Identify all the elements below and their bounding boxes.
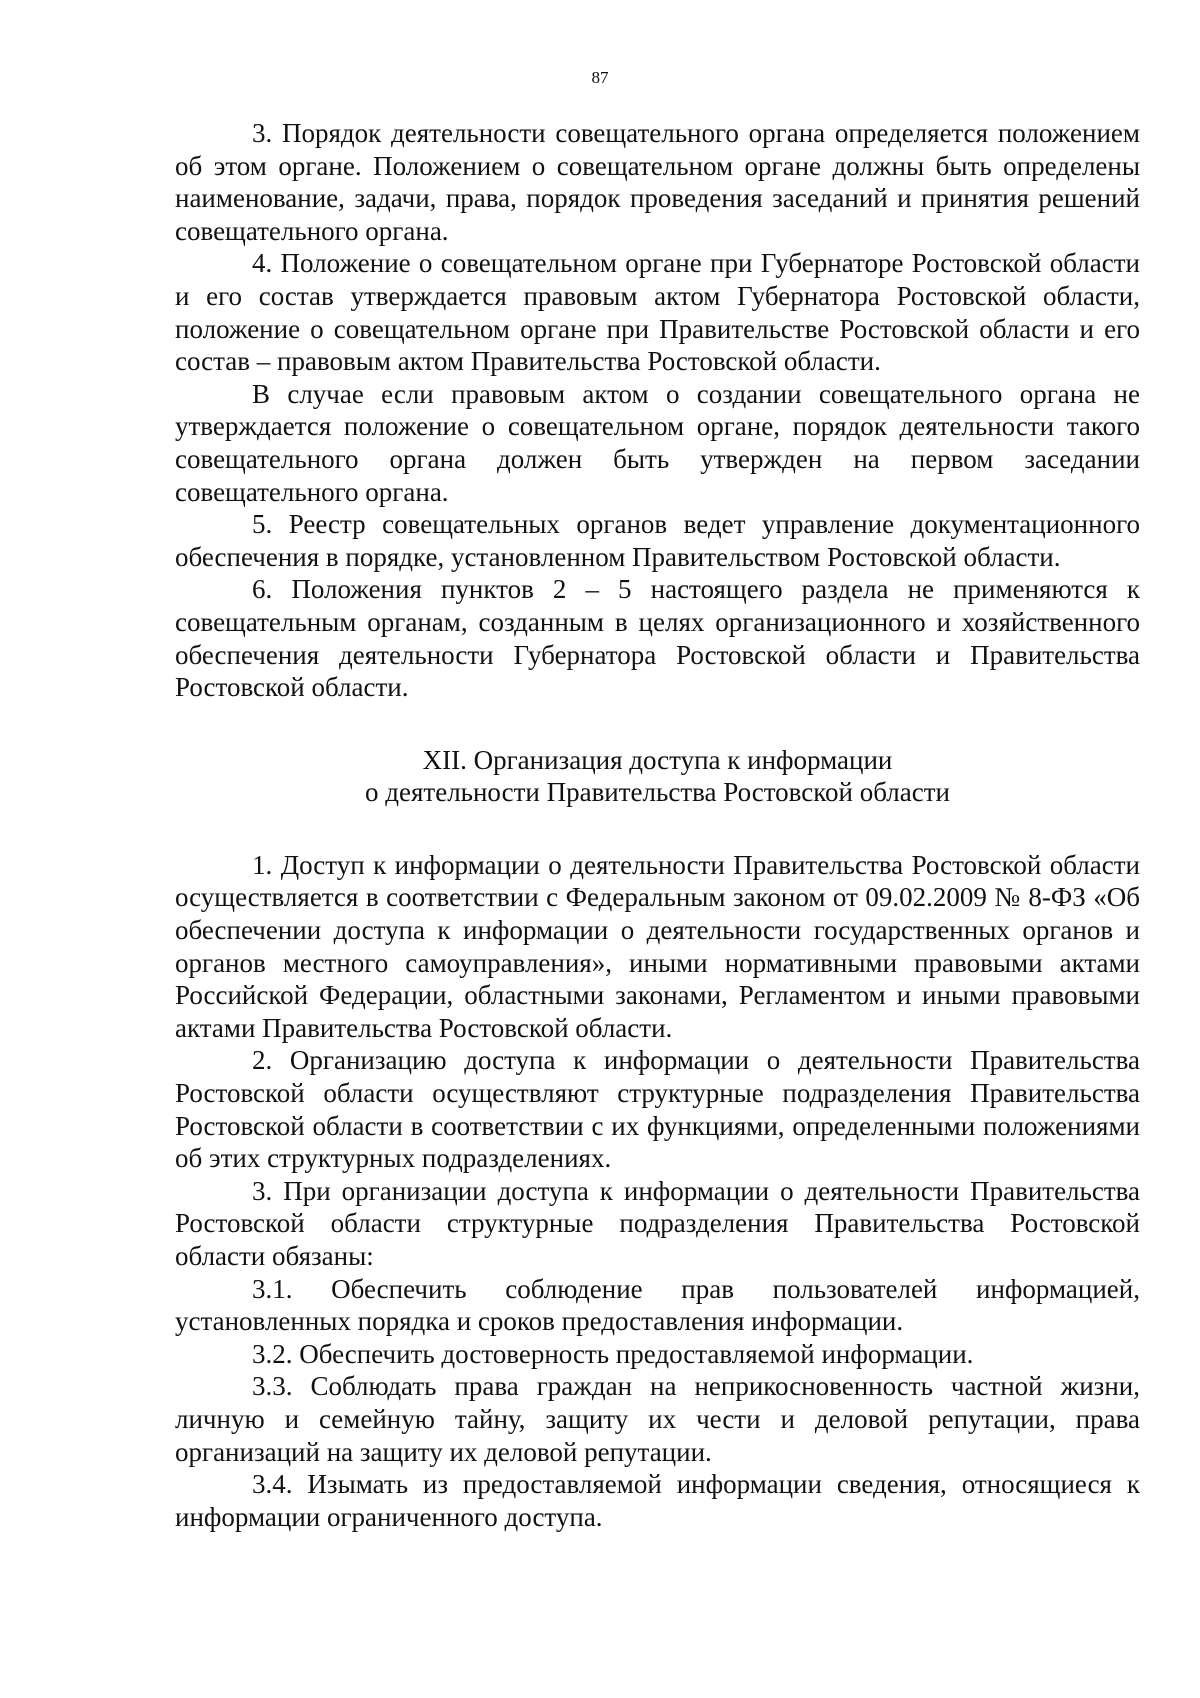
paragraph-2-access-organization: 2. Организацию доступа к информации о деятельности Правительства Ростовской области осуществляют структурные подразделения Правительства Ростовской области в соответствии с их функциями, определенными положениями об этих структурных подразделениях.: [175, 1045, 1140, 1174]
paragraph-unapproved-regulation-case: В случае если правовым актом о создании совещательного органа не утверждается положение о совещательном органе, порядок деятельности такого совещательного органа должен быть утвержден на первом заседании совещательного органа.: [175, 378, 1140, 507]
document-body: [175, 117, 1140, 1533]
paragraph-3-3-privacy: 3.3. Соблюдать права граждан на неприкосновенность частной жизни, личную и семейную тайну, защиту их чести и деловой репутации, права организаций на защиту их деловой репутации.: [175, 1371, 1140, 1467]
paragraph-3-1-user-rights: 3.1. Обеспечить соблюдение прав пользователей информацией, установленных порядка и сроков предоставления информации.: [175, 1273, 1140, 1337]
paragraph-5-registry: 5. Реестр совещательных органов ведет управление документационного обеспечения в порядке, установленном Правительством Ростовской области.: [175, 509, 1140, 572]
section-heading: [175, 744, 1140, 809]
paragraph-1-access-basis: 1. Доступ к информации о деятельности Правительства Ростовской области осуществляется в соответствии с Федеральным законом от 09.02.2009 № 8-ФЗ «Об обеспечении доступа к информации о деятельности государственных органов и органов местного самоуправления», иными нормативными правовыми актами Российской Федерации, областными законами, Регламентом и иными правовыми актами Правительства Ростовской области.: [175, 849, 1140, 1043]
paragraph-3-advisory-body-procedure: 3. Порядок деятельности совещательного органа определяется положением об этом органе. Положением о совещательном органе должны быть определены наименование, задачи, права, порядок проведения заседаний и принятия решений совещательного органа.: [175, 118, 1140, 246]
paragraph-3-2-reliability: 3.2. Обеспечить достоверность предоставляемой информации.: [252, 1338, 974, 1369]
section-heading-line-2: о деятельности Правительства Ростовской области: [365, 777, 950, 808]
paragraph-3-obligations: 3. При организации доступа к информации о деятельности Правительства Ростовской области структурные подразделения Правительства Ростовской области обязаны:: [175, 1175, 1140, 1271]
paragraph-6-exceptions: 6. Положения пунктов 2 – 5 настоящего раздела не применяются к совещательным органам, созданным в целях организационного и хозяйственного обеспечения деятельности Губернатора Ростовской области и Правительства Ростовской области.: [175, 574, 1140, 703]
paragraph-4-regulation-approval: 4. Положение о совещательном органе при Губернаторе Ростовской области и его состав утверждается правовым актом Губернатора Ростовской области, положение о совещательном органе при Правительстве Ростовской области и его состав – правовым актом Правительства Ростовской области.: [175, 248, 1140, 377]
section-heading-line-1: XII. Организация доступа к информации: [422, 744, 893, 775]
page-number: 87: [591, 68, 609, 87]
paragraph-3-4-restricted-information: 3.4. Изымать из предоставляемой информации сведения, относящиеся к информации ограниченного доступа.: [175, 1469, 1140, 1532]
